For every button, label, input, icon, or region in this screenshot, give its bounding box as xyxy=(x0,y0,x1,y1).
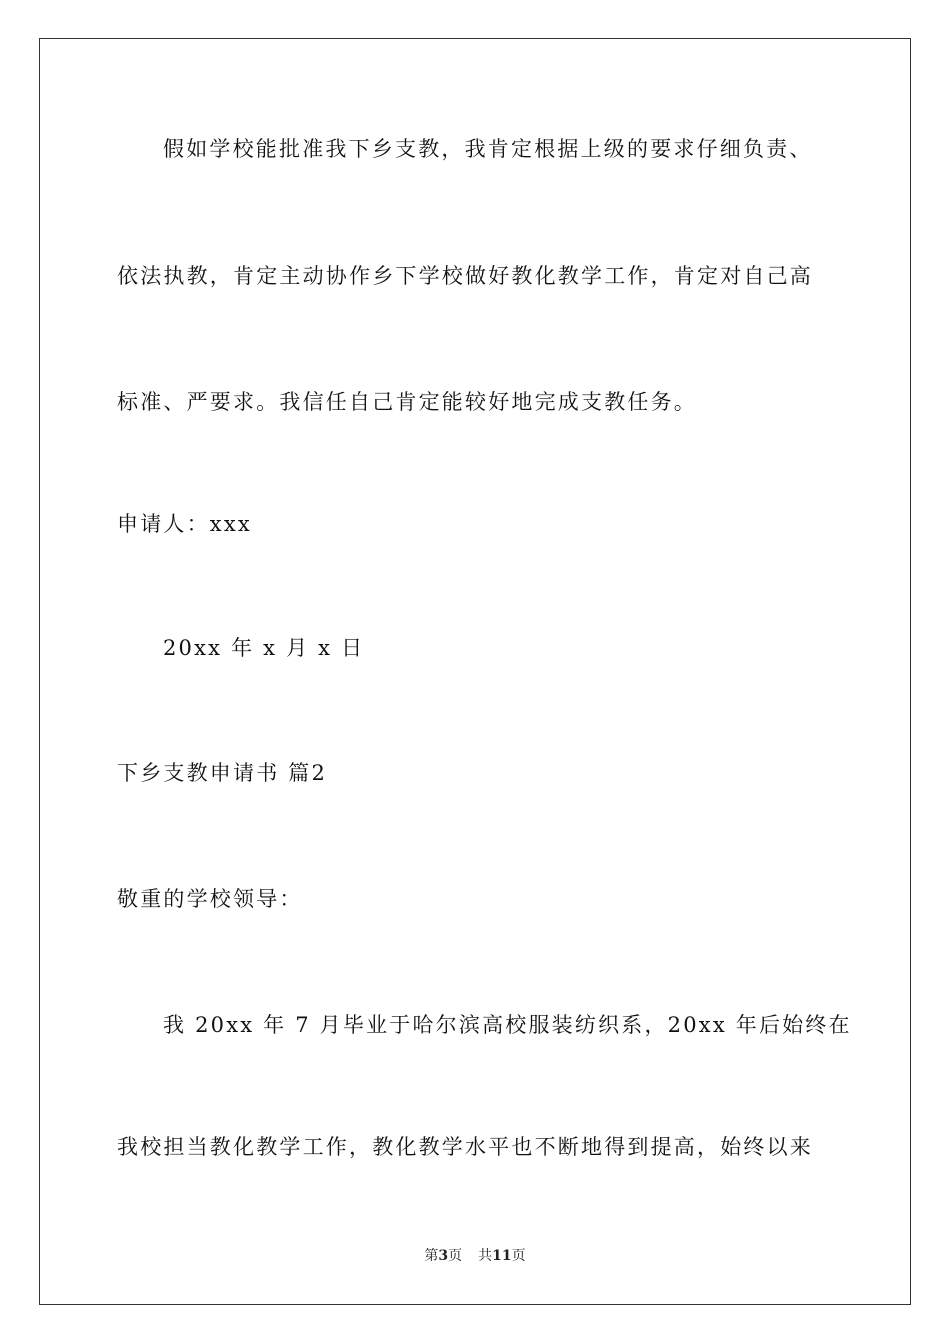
paragraph1-line2: 依法执教，肯定主动协作乡下学校做好教化教学工作，肯定对自己高 xyxy=(117,264,813,288)
date-line: 20xx 年 x 月 x 日 xyxy=(163,636,365,660)
paragraph2-line2: 我校担当教化教学工作，教化教学水平也不断地得到提高，始终以来 xyxy=(117,1135,813,1159)
page-total: 11 xyxy=(492,1248,512,1264)
paragraph1-line1: 假如学校能批准我下乡支教，我肯定根据上级的要求仔细负责、 xyxy=(163,137,813,161)
applicant-line: 申请人：xxx xyxy=(117,512,252,536)
paragraph2-line1: 我 20xx 年 7 月毕业于哈尔滨高校服装纺织系，20xx 年后始终在 xyxy=(163,1013,852,1037)
page-frame xyxy=(39,38,911,1305)
paragraph1-line3: 标准、严要求。我信任自己肯定能较好地完成支教任务。 xyxy=(117,390,697,414)
total-prefix: 共 xyxy=(478,1248,493,1264)
page-current: 3 xyxy=(438,1248,449,1264)
section-title: 下乡支教申请书 篇2 xyxy=(117,761,328,785)
page-footer xyxy=(0,1247,950,1265)
page-prefix: 第 xyxy=(424,1248,439,1264)
total-suffix: 页 xyxy=(511,1248,526,1264)
salutation: 敬重的学校领导： xyxy=(117,887,303,911)
page-suffix: 页 xyxy=(448,1248,463,1264)
